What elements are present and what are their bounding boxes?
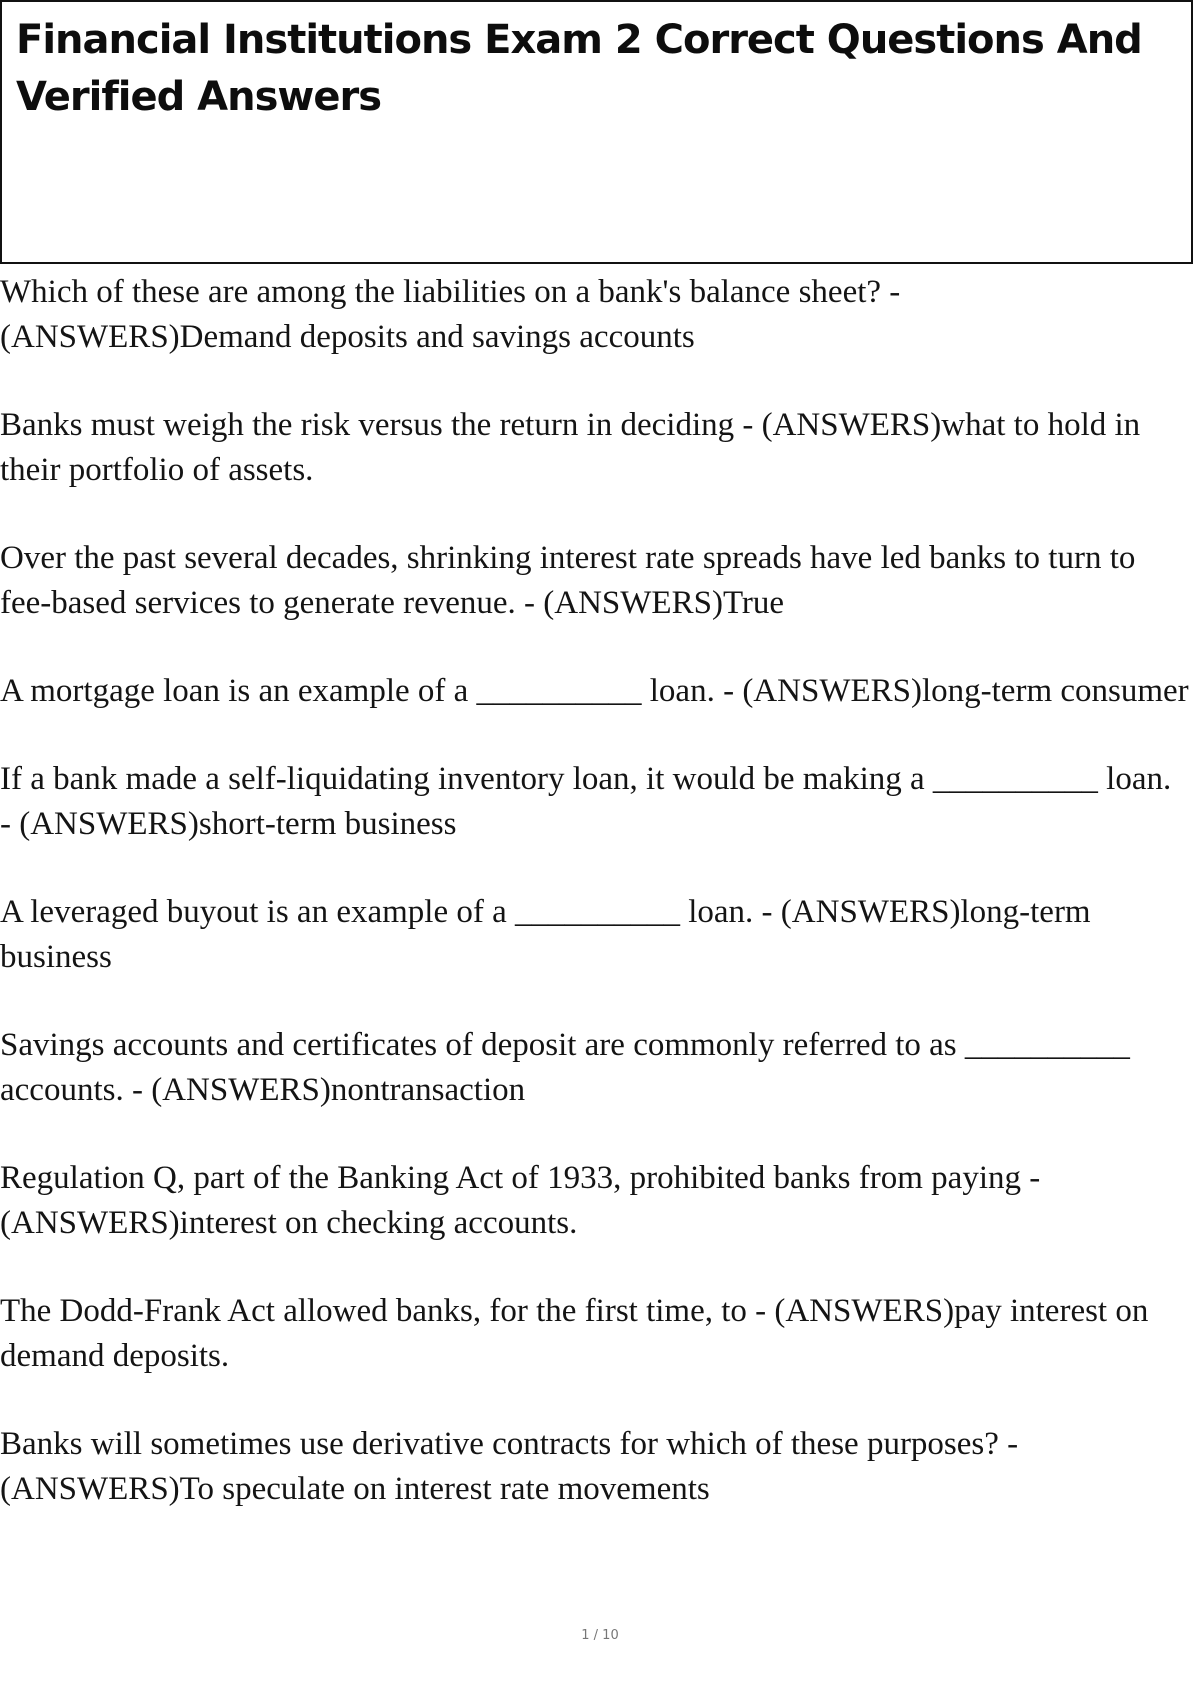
qa-item: The Dodd-Frank Act allowed banks, for the first time, to - (ANSWERS)pay interest on demand deposits. (0, 1293, 1149, 1374)
qa-item: Regulation Q, part of the Banking Act of 1933, prohibited banks from paying - (ANSWERS)interest on checking accounts. (0, 1160, 1041, 1241)
qa-item: Banks must weigh the risk versus the return in deciding - (ANSWERS)what to hold in their portfolio of assets. (0, 407, 1141, 488)
qa-item: Banks will sometimes use derivative contracts for which of these purposes? - (ANSWERS)To speculate on interest rate movements (0, 1426, 1019, 1507)
qa-item: A mortgage loan is an example of a __________ loan. - (ANSWERS)long-term consumer (0, 673, 1189, 709)
qa-item: Over the past several decades, shrinking interest rate spreads have led banks to turn to fee-based services to generate revenue. - (ANSWERS)True (0, 540, 1136, 621)
qa-list (0, 270, 1190, 1555)
qa-item: Which of these are among the liabilities on a bank's balance sheet? - (ANSWERS)Demand deposits and savings accounts (0, 274, 901, 355)
qa-item: A leveraged buyout is an example of a __________ loan. - (ANSWERS)long-term business (0, 894, 1091, 975)
qa-item: If a bank made a self-liquidating inventory loan, it would be making a __________ loan. - (ANSWERS)short-term business (0, 761, 1172, 842)
title-box (0, 0, 1193, 264)
document-title: Financial Institutions Exam 2 Correct Questions And Verified Answers (16, 17, 1142, 120)
qa-item: Savings accounts and certificates of deposit are commonly referred to as __________ accounts. - (ANSWERS)nontransaction (0, 1027, 1130, 1108)
page-indicator: 1 / 10 (581, 1628, 619, 1643)
